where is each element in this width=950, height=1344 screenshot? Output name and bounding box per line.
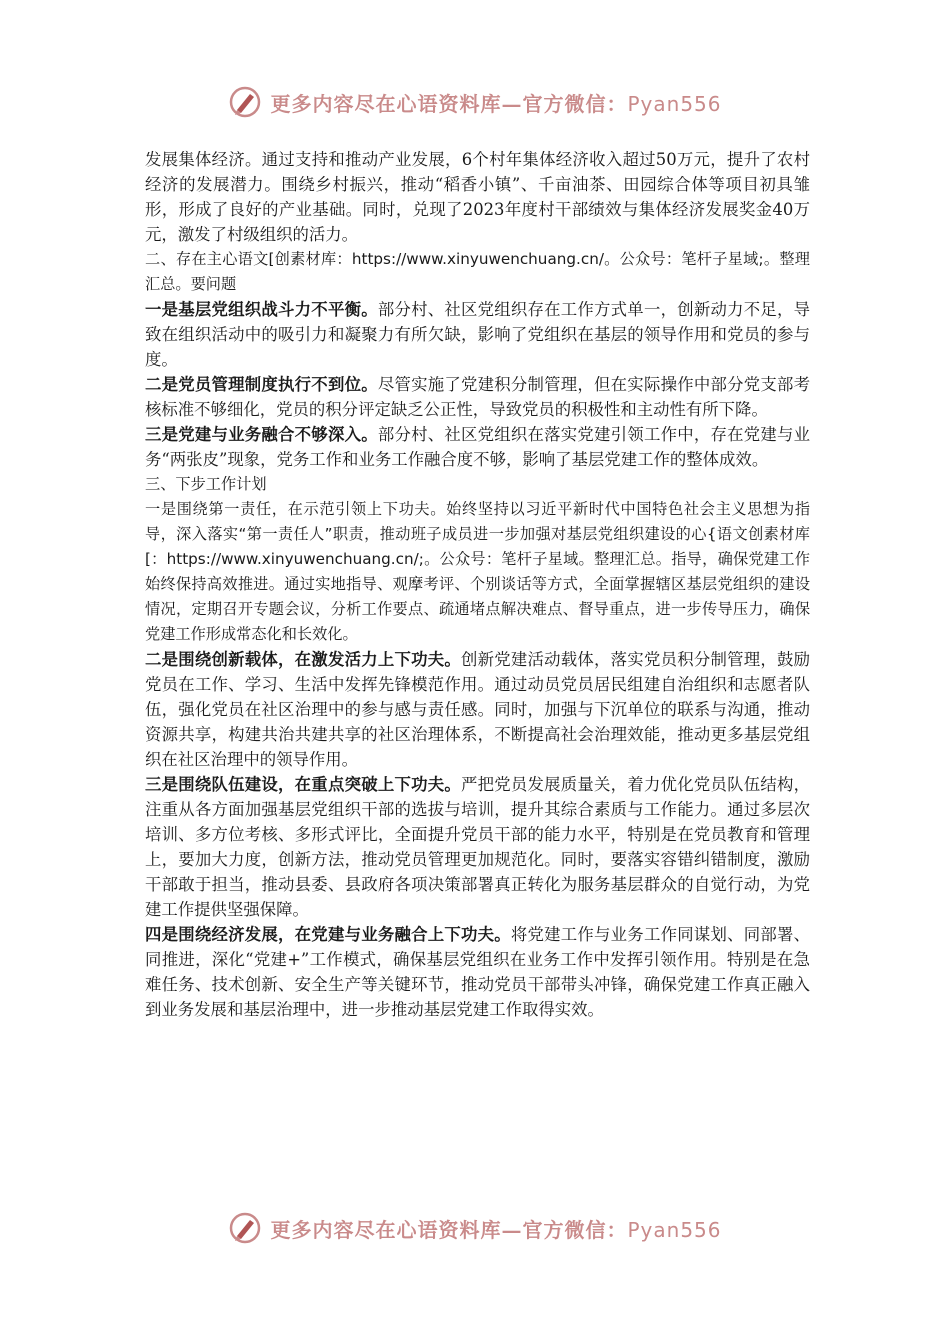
section-heading-problems: 二、存在主心语文[创素材库：https://www.xinyuwenchuang.cn/。公众号：笔杆子星域;。整理汇总。要问题 xyxy=(145,250,810,293)
pen-logo-icon xyxy=(228,1211,262,1245)
paragraph-lead: 二是党员管理制度执行不到位。 xyxy=(145,375,378,394)
paragraph-text: 创新党建活动载体，落实党员积分制管理，鼓励党员在工作、学习、生活中发挥先锋模范作用。通过动员党员居民组建自治组织和志愿者队伍，强化党员在社区治理中的参与感与责任感。同时，加强与下沉单位的联系与沟通，推动资源共享，构建共治共建共享的社区治理体系，不断提高社会治理效能，推动更多基层党组织在社区治理中的领导作用。 xyxy=(145,650,811,769)
banner-text: 更多内容尽在心语资料库—官方微信：Pyan556 xyxy=(270,91,722,116)
paragraph-problem-3 xyxy=(145,422,810,472)
paragraph-text: 部分村、社区党组织在落实党建引领工作中，存在党建与业务“两张皮”现象，党务工作和业务工作融合度不够，影响了基层党建工作的整体成效。 xyxy=(145,425,811,469)
paragraph-plan-4 xyxy=(145,922,810,1022)
wechat-id: Pyan556 xyxy=(627,1217,722,1242)
paragraph-lead: 二是围绕创新载体，在激发活力上下功夫。 xyxy=(145,650,461,669)
paragraph-text: 将党建工作与业务工作同谋划、同部署、同推进，深化“党建+”工作模式，确保基层党组织在业务工作中发挥引领作用。特别是在急难任务、技术创新、安全生产等关键环节，推动党员干部带头冲锋，确保党建工作真正融入到业务发展和基层治理中，进一步推动基层党建工作取得实效。 xyxy=(145,925,811,1019)
paragraph-economy: 发展集体经济。通过支持和推动产业发展，6个村年集体经济收入超过50万元，提升了农村经济的发展潜力。围绕乡村振兴，推动“稻香小镇”、千亩油茶、田园综合体等项目初具雏形，形成了良好的产业基础。同时，兑现了2023年度村干部绩效与集体经济发展奖金40万元，激发了村级组织的活力。 xyxy=(145,150,810,244)
header-banner xyxy=(0,82,950,122)
paragraph-lead: 四是围绕经济发展，在党建与业务融合上下功夫。 xyxy=(145,925,511,944)
paragraph-plan-1: 一是围绕第一责任，在示范引领上下功夫。始终坚持以习近平新时代中国特色社会主义思想为指导，深入落实“第一责任人”职责，推动班子成员进一步加强对基层党组织建设的心{语文创素材库[：https://www.xinyuwenchuang.cn/;。公众号：笔杆子星域。整理汇总。指导，确保党建工作始终保持高效推进。通过实地指导、观摩考评、个别谈话等方式，全面掌握辖区基层党组织的建设情况，定期召开专题会议，分析工作要点、疏通堵点解决难点、督导重点，进一步传导压力，确保党建工作形成常态化和长效化。 xyxy=(145,500,810,643)
banner-text: 更多内容尽在心语资料库—官方微信：Pyan556 xyxy=(270,1217,722,1242)
paragraph-lead: 三是党建与业务融合不够深入。 xyxy=(145,425,378,444)
paragraph-lead: 一是基层党组织战斗力不平衡。 xyxy=(145,300,378,319)
paragraph-lead: 三是围绕队伍建设，在重点突破上下功夫。 xyxy=(145,775,461,794)
paragraph-text: 尽管实施了党建积分制管理，但在实际操作中部分党支部考核标准不够细化，党员的积分评定缺乏公正性，导致党员的积极性和主动性有所下降。 xyxy=(145,375,811,419)
paragraph-text: 部分村、社区党组织存在工作方式单一，创新动力不足，导致在组织活动中的吸引力和凝聚力有所欠缺，影响了党组织在基层的领导作用和党员的参与度。 xyxy=(145,300,811,369)
section-heading-plan: 三、下步工作计划 xyxy=(145,475,267,493)
document-body xyxy=(145,147,810,1022)
paragraph-problem-2 xyxy=(145,372,810,422)
paragraph-problem-1 xyxy=(145,297,810,372)
paragraph-plan-3 xyxy=(145,772,810,922)
footer-banner xyxy=(0,1208,950,1248)
paragraph-plan-2 xyxy=(145,647,810,772)
paragraph-text: 严把党员发展质量关，着力优化党员队伍结构，注重从各方面加强基层党组织干部的选拔与培训，提升其综合素质与工作能力。通过多层次培训、多方位考核、多形式评比，全面提升党员干部的能力水平，特别是在党员教育和管理上，要加大力度，创新方法，推动党员管理更加规范化。同时，要落实容错纠错制度，激励干部敢于担当，推动县委、县政府各项决策部署真正转化为服务基层群众的自觉行动，为党建工作提供坚强保障。 xyxy=(145,775,811,919)
pen-logo-icon xyxy=(228,85,262,119)
wechat-id: Pyan556 xyxy=(627,91,722,116)
